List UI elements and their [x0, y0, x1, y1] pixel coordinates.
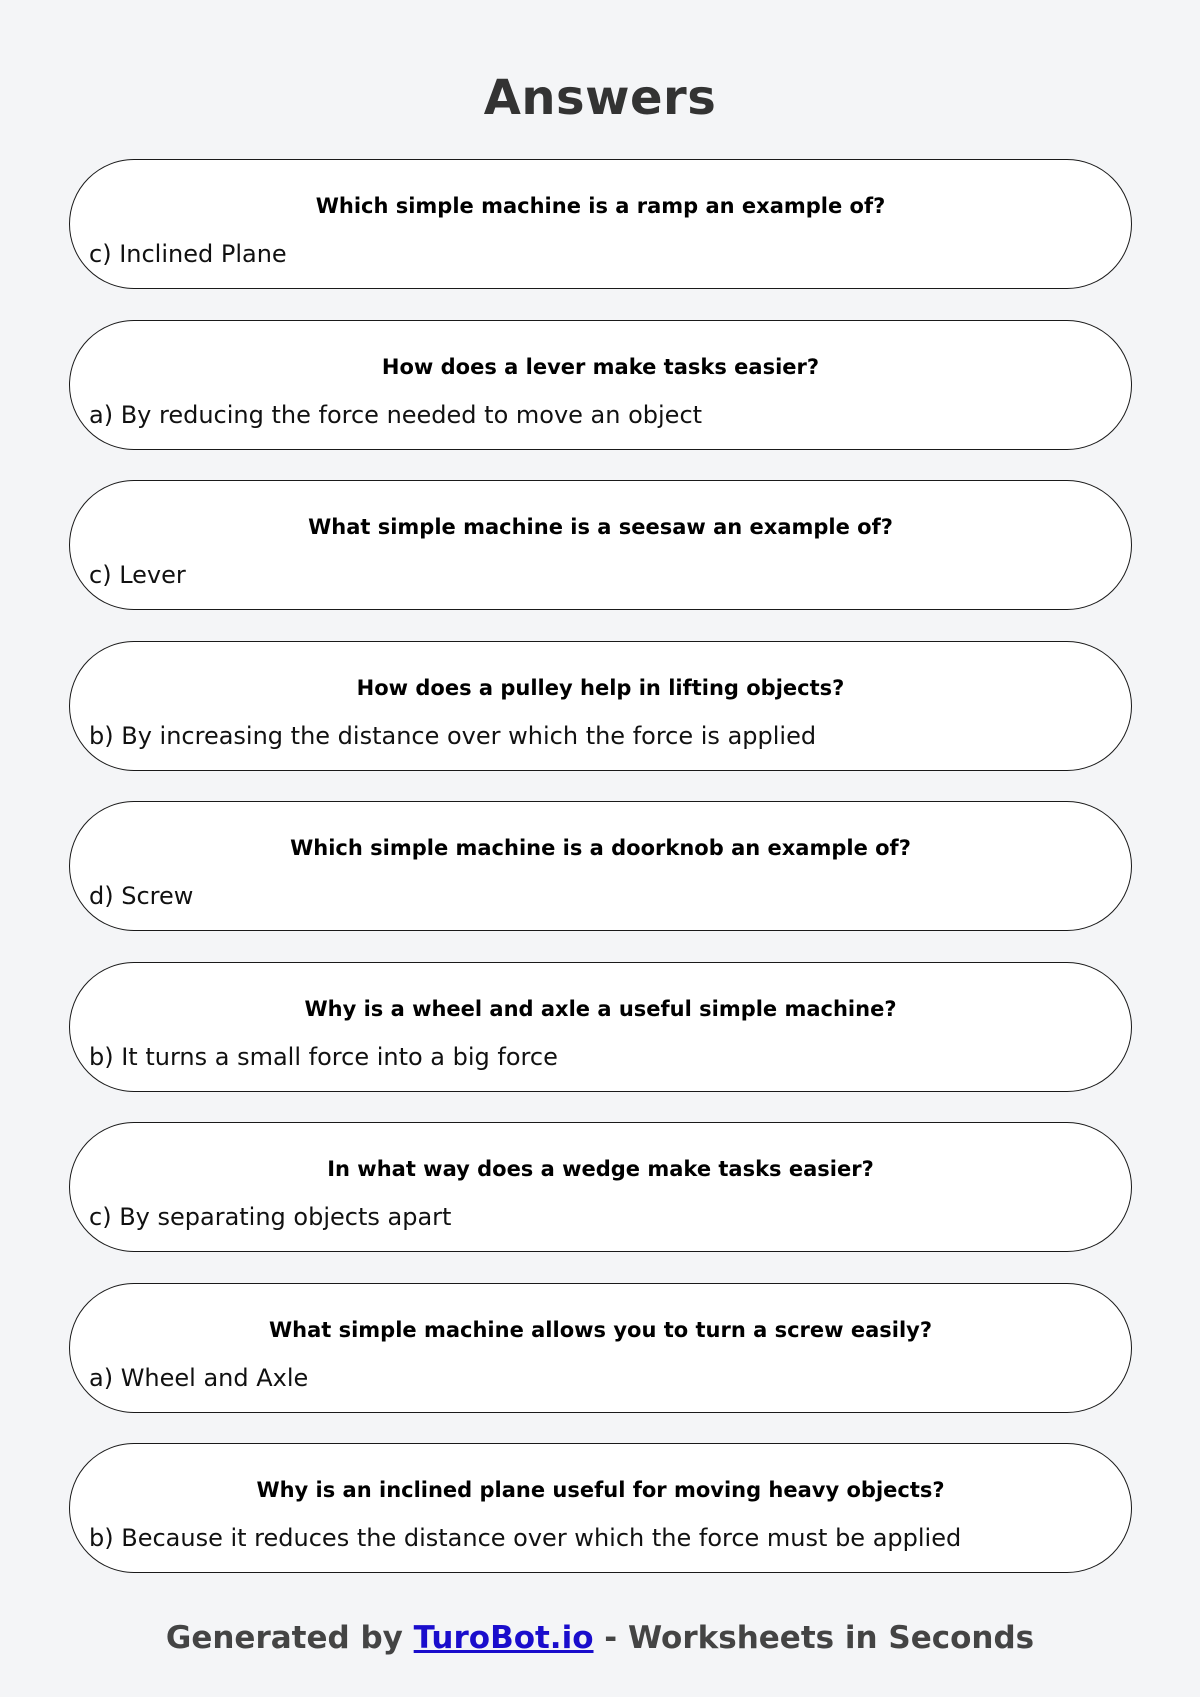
question-text: What simple machine is a seesaw an example of?: [308, 515, 893, 539]
answer-text: c) Lever: [89, 561, 186, 589]
question-text: How does a lever make tasks easier?: [381, 354, 820, 379]
turobot-link[interactable]: TuroBot.io: [413, 1620, 594, 1656]
question-text: Which simple machine is a doorknob an example of?: [290, 836, 911, 860]
question-text: Which simple machine is a ramp an example of?: [315, 194, 886, 218]
answer-text: b) Because it reduces the distance over which the force must be applied: [89, 1524, 962, 1552]
answer-card: [69, 641, 1132, 771]
answer-text: a) By reducing the force needed to move an object: [89, 400, 703, 429]
answer-card: [69, 1122, 1132, 1252]
question-text: Why is an inclined plane useful for moving heavy objects?: [256, 1478, 945, 1502]
question-text: In what way does a wedge make tasks easier?: [327, 1157, 874, 1181]
answer-card: [69, 480, 1132, 610]
answer-card: [69, 320, 1132, 450]
answer-text: c) Inclined Plane: [89, 240, 287, 268]
question-text: How does a pulley help in lifting objects?: [356, 675, 845, 700]
answer-card: [69, 1443, 1132, 1573]
question-text: Why is a wheel and axle a useful simple machine?: [304, 996, 897, 1021]
answer-card: [69, 159, 1132, 289]
answer-list: [69, 159, 1132, 1604]
footer: [0, 1614, 1200, 1662]
question-text: What simple machine allows you to turn a screw easily?: [268, 1317, 933, 1342]
page-title: Answers: [483, 70, 717, 126]
footer-suffix: - Worksheets in Seconds: [593, 1620, 1035, 1656]
answer-text: d) Screw: [89, 882, 194, 910]
answer-text: c) By separating objects apart: [89, 1203, 452, 1231]
footer-prefix: Generated by: [165, 1620, 414, 1656]
answer-text: a) Wheel and Axle: [89, 1363, 309, 1392]
answer-card: [69, 801, 1132, 931]
answer-card: [69, 962, 1132, 1092]
answer-text: b) It turns a small force into a big force: [89, 1042, 558, 1071]
answer-card: [69, 1283, 1132, 1413]
answer-text: b) By increasing the distance over which the force is applied: [89, 721, 817, 750]
